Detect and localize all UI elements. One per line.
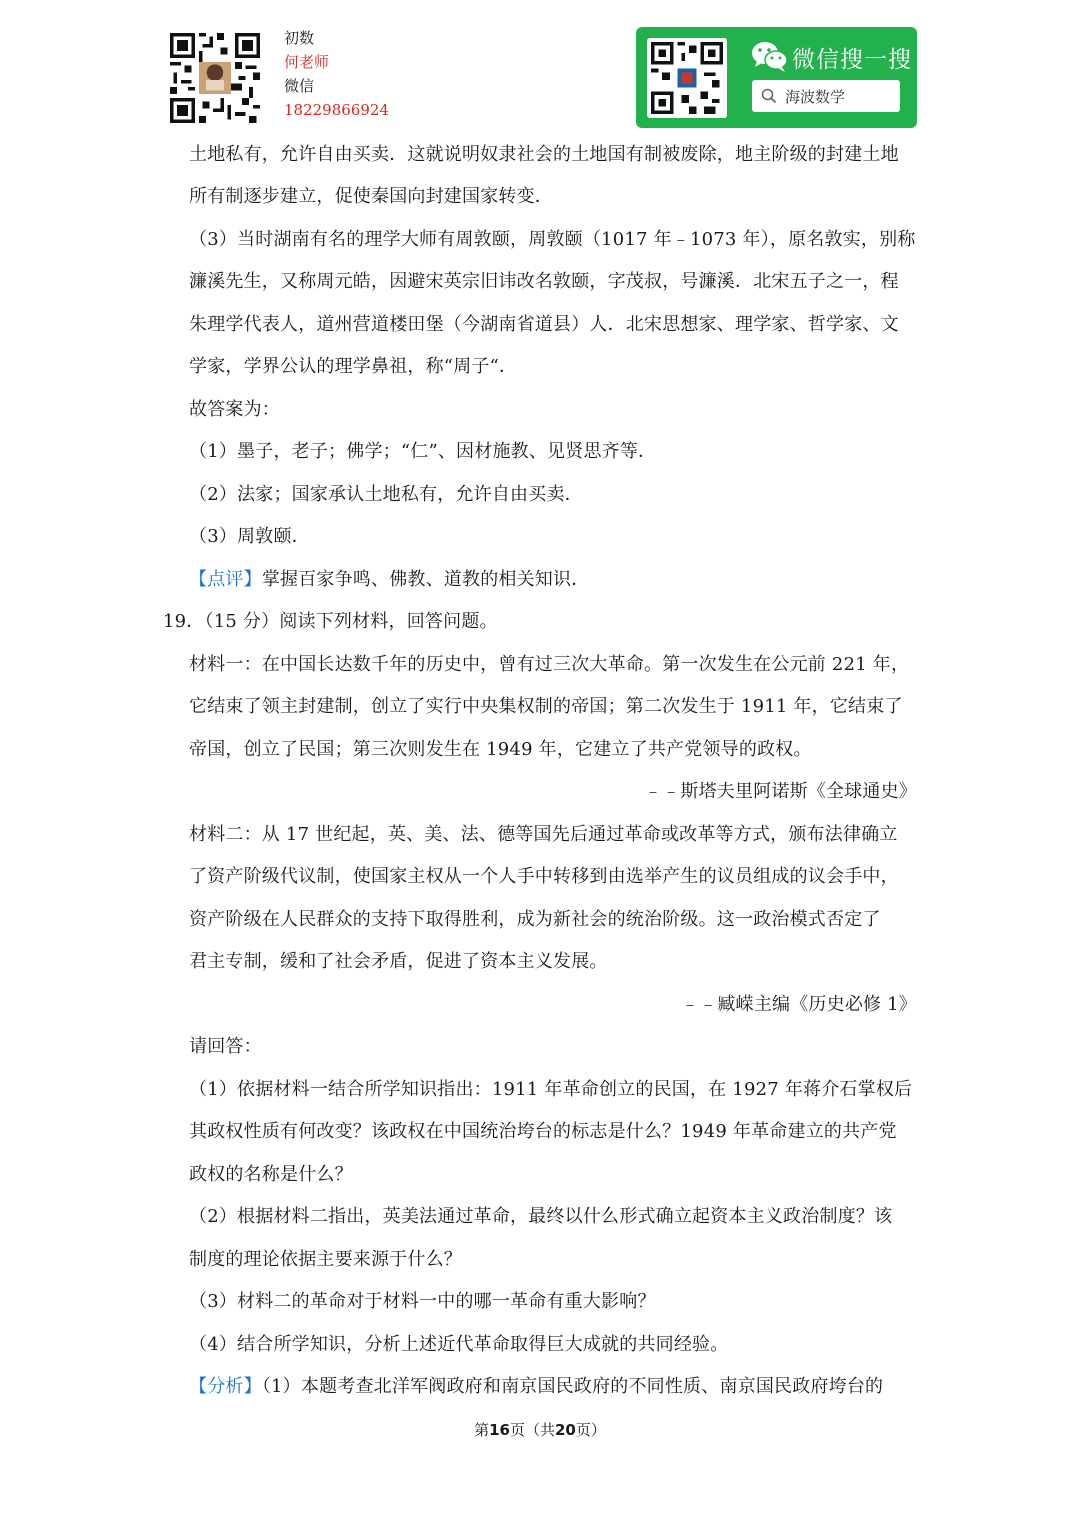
sub-question-line: 政权的名称是什么？: [189, 1164, 353, 1185]
material2-line: 了资产阶级代议制，使国家主权从一个人手中转移到由选举产生的议员组成的议会手中，: [189, 866, 899, 887]
wechat-search-title: 微信搜一搜: [792, 47, 912, 73]
body-line: 学家，学界公认的理学鼻祖，称“周子“．: [189, 356, 518, 377]
answer-line: （3）周敦颐．: [189, 526, 310, 547]
body-line: 濂溪先生，又称周元皓，因避宋英宗旧讳改名敦颐，字茂叔，号濂溪．北宋五子之一，程: [189, 271, 899, 292]
sub-question-line: （2）根据材料二指出，英美法通过革命，最终以什么形式确立起资本主义政治制度？该: [189, 1206, 893, 1227]
body-line: 土地私有，允许自由买卖．这就说明奴隶社会的土地国有制被废除，地主阶级的封建土地: [189, 144, 899, 165]
material2-source: ﹣﹣臧嵘主编《历史必修 1》: [681, 994, 917, 1015]
material2-line: 资产阶级在人民群众的支持下取得胜利，成为新社会的统治阶级。这一政治模式否定了: [189, 909, 881, 930]
footer-prefix: 第: [474, 1421, 490, 1439]
review-text: 掌握百家争鸣、佛教、道教的相关知识．: [261, 569, 590, 590]
material1-line: 帝国，创立了民国；第三次则发生在 1949 年，它建立了共产党领导的政权。: [189, 739, 812, 760]
review-tag: 【点评】: [189, 569, 262, 590]
analysis-line: [189, 1372, 919, 1398]
page-footer: [0, 1419, 1080, 1440]
material1-line: 它结束了领主封建制，创立了实行中央集权制的帝国；第二次发生于 1911 年，它结束了: [189, 696, 903, 717]
contact-line-teacher: 何老师: [284, 53, 330, 71]
body-line: 所有制逐步建立，促使秦国向封建国家转变．: [189, 186, 553, 207]
total-pages: 20: [555, 1421, 576, 1439]
sub-question-line: 其政权性质有何改变？该政权在中国统治垮台的标志是什么？1949 年革命建立的共产党: [189, 1121, 897, 1142]
contact-line-phone: 18229866924: [284, 101, 389, 119]
footer-middle: 页（共: [509, 1421, 555, 1439]
sub-question-line: （4）结合所学知识，分析上述近代革命取得巨大成就的共同经验。: [189, 1334, 729, 1355]
analysis-tag: 【分析】: [189, 1376, 262, 1397]
question-prompt: 请回答：: [189, 1036, 262, 1057]
qr-code-icon: [647, 38, 727, 118]
sub-question-line: （1）依据材料一结合所学知识指出：1911 年革命创立的民国，在 1927 年蒋介石掌权后: [189, 1079, 913, 1100]
wechat-search-icon: [750, 39, 790, 75]
answer-line: （2）法家；国家承认土地私有，允许自由买卖．: [189, 484, 583, 505]
analysis-text: （1）本题考查北洋军阀政府和南京国民政府的不同性质、南京国民政府垮台的: [261, 1376, 884, 1397]
page-number: 16: [489, 1421, 510, 1439]
footer-suffix: 页）: [575, 1421, 606, 1439]
contact-line-wechat: 微信: [284, 77, 315, 95]
material1-source: ﹣﹣斯塔夫里阿诺斯《全球通史》: [644, 781, 917, 802]
body-line: 朱理学代表人，道州营道楼田堡（今湖南省道县）人．北宋思想家、理学家、哲学家、文: [189, 314, 899, 335]
review-line: [189, 565, 919, 591]
qr-code-icon: [170, 33, 260, 123]
contact-line-subject: 初数: [284, 29, 315, 47]
material2-line: 君主专制，缓和了社会矛盾，促进了资本主义发展。: [189, 951, 608, 972]
question-heading: 19．（15 分）阅读下列材料，回答问题。: [163, 611, 498, 632]
material1-line: 材料一：在中国长达数千年的历史中，曾有过三次大革命。第一次发生在公元前 221 年，: [189, 654, 910, 675]
wechat-search-box[interactable]: [752, 80, 900, 112]
material2-line: 材料二：从 17 世纪起，英、美、法、德等国先后通过革命或改革等方式，颁布法律确立: [189, 824, 898, 845]
wechat-search-query: 海波数学: [785, 88, 846, 106]
contact-info: [284, 26, 389, 122]
answer-label: 故答案为：: [189, 399, 280, 420]
answer-line: （1）墨子，老子；佛学；“仁”、因材施教、见贤思齐等．: [189, 441, 657, 462]
search-icon: [761, 88, 777, 104]
wechat-search-card[interactable]: [636, 27, 917, 128]
sub-question-line: （3）材料二的革命对于材料一中的哪一革命有重大影响？: [189, 1291, 656, 1312]
body-line: （3）当时湖南有名的理学大师有周敦颐，周敦颐（1017 年﹣1073 年），原名敦实，别称: [189, 229, 916, 250]
sub-question-line: 制度的理论依据主要来源于什么？: [189, 1249, 462, 1270]
